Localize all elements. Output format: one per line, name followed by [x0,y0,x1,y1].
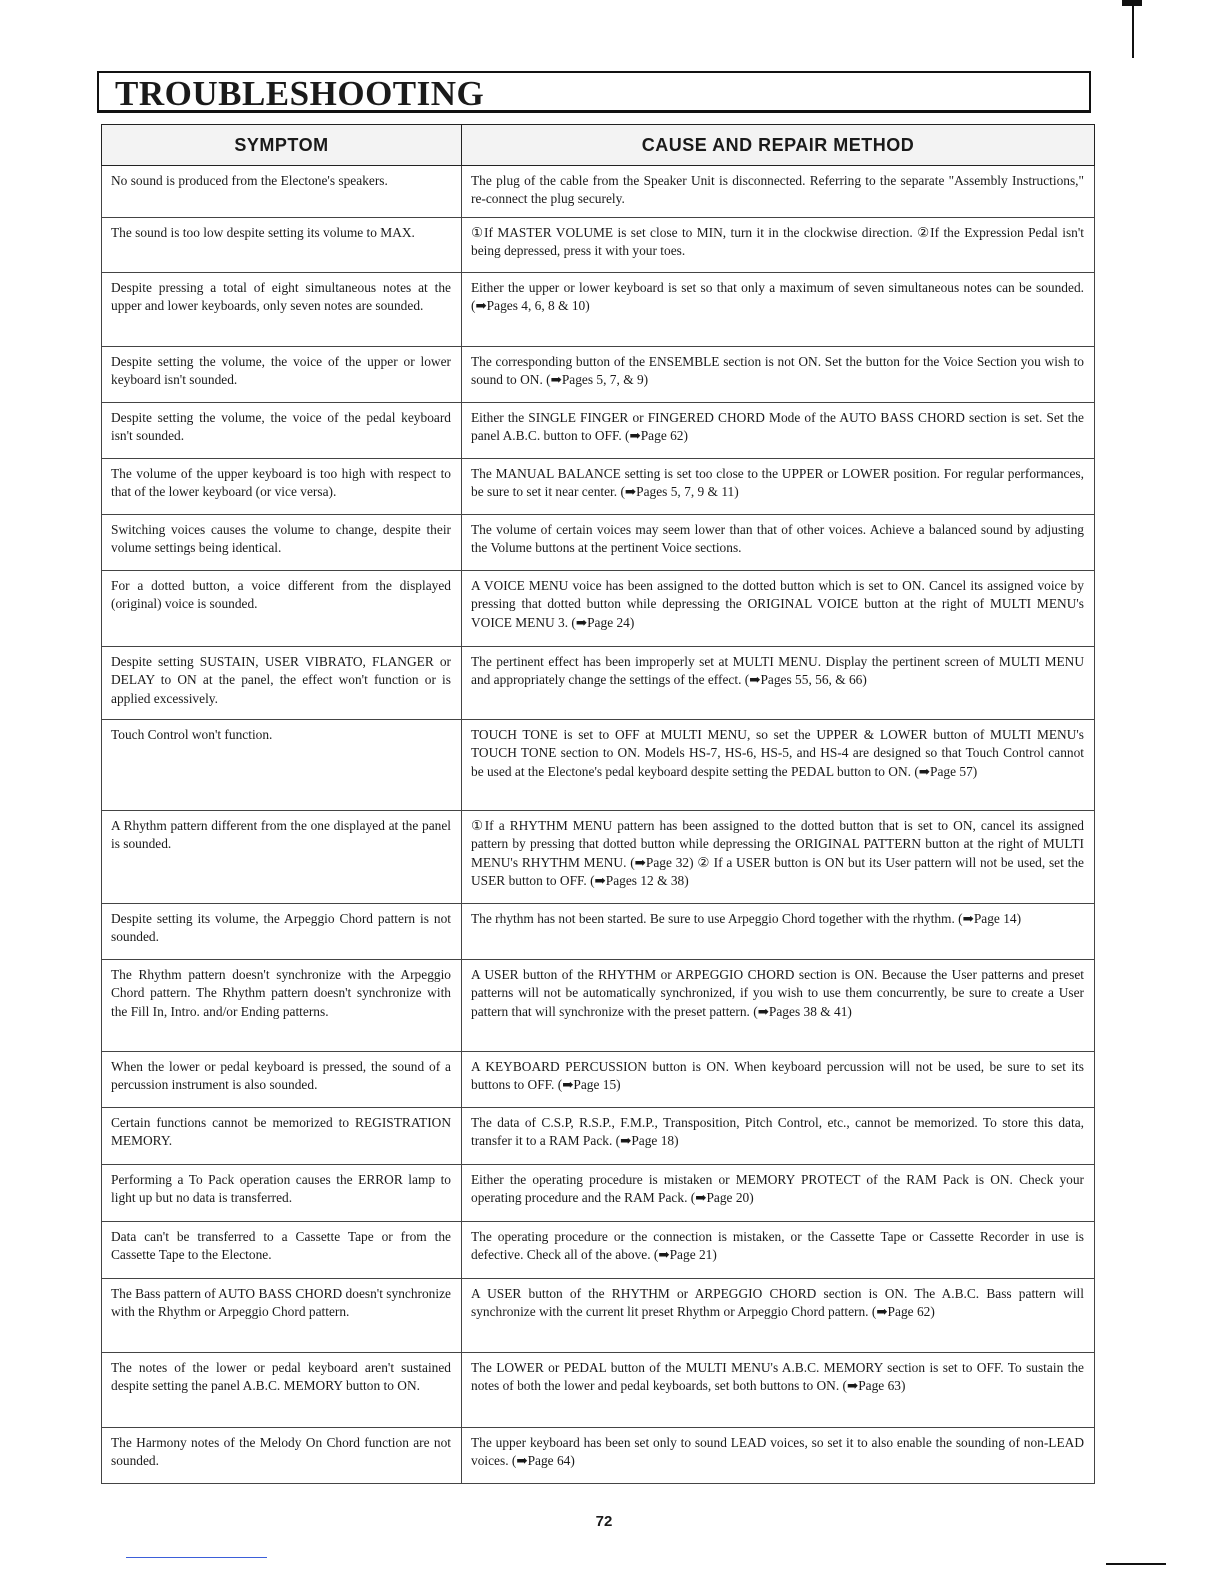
cause-cell: Either the SINGLE FINGER or FINGERED CHORD Mode of the AUTO BASS CHORD section is set. Set the panel A.B.C. button to OFF. (➡Page 62) [462,403,1095,459]
table-row [102,571,1095,647]
table-row [102,1052,1095,1108]
cause-cell: Either the operating procedure is mistaken or MEMORY PROTECT of the RAM Pack is ON. Check your operating procedure and the RAM Pack. (➡Page 20) [462,1165,1095,1222]
table-row [102,1108,1095,1165]
table-row [102,1222,1095,1279]
symptom-cell: Switching voices causes the volume to change, despite their volume settings being identical. [102,515,462,571]
table-row [102,459,1095,515]
symptom-cell: Touch Control won't function. [102,720,462,811]
symptom-cell: Certain functions cannot be memorized to REGISTRATION MEMORY. [102,1108,462,1165]
cause-cell: A VOICE MENU voice has been assigned to the dotted button which is set to ON. Cancel its assigned voice by pressing that dotted button while depressing the ORIGINAL VOICE button at the right of MULTI MENU's VOICE MENU 3. (➡Page 24) [462,571,1095,647]
cause-cell: Either the upper or lower keyboard is set so that only a maximum of seven simultaneous notes can be sounded. (➡Pages 4, 6, 8 & 10) [462,273,1095,347]
table-row [102,1428,1095,1484]
table-row [102,811,1095,904]
table-row [102,960,1095,1052]
table-row [102,647,1095,720]
symptom-cell: The sound is too low despite setting its volume to MAX. [102,218,462,273]
table-row [102,1279,1095,1353]
table-row [102,720,1095,811]
symptom-cell: A Rhythm pattern different from the one displayed at the panel is sounded. [102,811,462,904]
page-title: TROUBLESHOOTING [115,74,485,113]
cause-cell: The volume of certain voices may seem lower than that of other voices. Achieve a balanced sound by adjusting the Volume buttons at the pertinent Voice sections. [462,515,1095,571]
table-row [102,218,1095,273]
symptom-cell: Data can't be transferred to a Cassette Tape or from the Cassette Tape to the Electone. [102,1222,462,1279]
symptom-cell: The Harmony notes of the Melody On Chord function are not sounded. [102,1428,462,1484]
symptom-cell: Despite setting its volume, the Arpeggio Chord pattern is not sounded. [102,904,462,960]
table-row [102,347,1095,403]
cause-cell: The plug of the cable from the Speaker Unit is disconnected. Referring to the separate "Assembly Instructions," re-connect the plug securely. [462,166,1095,218]
symptom-cell: No sound is produced from the Electone's speakers. [102,166,462,218]
edge-mark [1106,1563,1166,1565]
symptom-cell: Despite setting the volume, the voice of the upper or lower keyboard isn't sounded. [102,347,462,403]
symptom-cell: The Rhythm pattern doesn't synchronize with the Arpeggio Chord pattern. The Rhythm pattern doesn't synchronize with the Fill In, Intro. and/or Ending patterns. [102,960,462,1052]
cause-cell: The corresponding button of the ENSEMBLE section is not ON. Set the button for the Voice Section you wish to sound to ON. (➡Pages 5, 7, & 9) [462,347,1095,403]
symptom-cell: Despite setting the volume, the voice of the pedal keyboard isn't sounded. [102,403,462,459]
bottom-rule [126,1557,267,1558]
symptom-cell: The notes of the lower or pedal keyboard aren't sustained despite setting the panel A.B.C. MEMORY button to ON. [102,1353,462,1428]
symptom-cell: For a dotted button, a voice different from the displayed (original) voice is sounded. [102,571,462,647]
table-row [102,904,1095,960]
table-row [102,515,1095,571]
table-row [102,1165,1095,1222]
symptom-cell: The volume of the upper keyboard is too high with respect to that of the lower keyboard (or vice versa). [102,459,462,515]
cause-cell: A USER button of the RHYTHM or ARPEGGIO CHORD section is ON. Because the User patterns and preset patterns will not be automatically synchronized, if you wish to use them concurrently, be sure to create a User pattern that will synchronize with the preset pattern. (➡Pages 38 & 41) [462,960,1095,1052]
cause-cell: The operating procedure or the connection is mistaken, or the Cassette Tape or Cassette Recorder in use is defective. Check all of the above. (➡Page 21) [462,1222,1095,1279]
symptom-cell: Despite setting SUSTAIN, USER VIBRATO, FLANGER or DELAY to ON at the panel, the effect won't function or is applied excessively. [102,647,462,720]
symptom-cell: Performing a To Pack operation causes the ERROR lamp to light up but no data is transferred. [102,1165,462,1222]
cause-cell: The upper keyboard has been set only to sound LEAD voices, so set it to also enable the sounding of non-LEAD voices. (➡Page 64) [462,1428,1095,1484]
table-header-row [102,125,1095,166]
cause-cell: ①If MASTER VOLUME is set close to MIN, turn it in the clockwise direction. ②If the Expression Pedal isn't being depressed, press it with your toes. [462,218,1095,273]
symptom-cell: Despite pressing a total of eight simultaneous notes at the upper and lower keyboards, only seven notes are sounded. [102,273,462,347]
cause-cell: The MANUAL BALANCE setting is set too close to the UPPER or LOWER position. For regular performances, be sure to set it near center. (➡Pages 5, 7, 9 & 11) [462,459,1095,515]
crop-mark-vertical [1132,0,1134,58]
troubleshooting-table [101,124,1095,1484]
page-number: 72 [595,1513,613,1530]
crop-mark-horizontal [1122,0,1142,6]
symptom-cell: The Bass pattern of AUTO BASS CHORD doesn't synchronize with the Rhythm or Arpeggio Chord pattern. [102,1279,462,1353]
table-row [102,403,1095,459]
symptom-header: SYMPTOM [102,125,462,166]
cause-cell: The LOWER or PEDAL button of the MULTI MENU's A.B.C. MEMORY section is set to OFF. To sustain the notes of both the lower and pedal keyboards, set both buttons to ON. (➡Page 63) [462,1353,1095,1428]
symptom-cell: When the lower or pedal keyboard is pressed, the sound of a percussion instrument is also sounded. [102,1052,462,1108]
cause-cell: TOUCH TONE is set to OFF at MULTI MENU, so set the UPPER & LOWER button of MULTI MENU's TOUCH TONE section to ON. Models HS-7, HS-6, HS-5, and HS-4 are designed so that Touch Control cannot be used at the Electone's pedal keyboard despite setting the PEDAL button to ON. (➡Page 57) [462,720,1095,811]
cause-cell: ①If a RHYTHM MENU pattern has been assigned to the dotted button that is set to ON, cancel its assigned pattern by pressing that dotted button while depressing the ORIGINAL PATTERN button at the right of MULTI MENU's RHYTHM MENU. (➡Page 32) ② If a USER button is ON but its User pattern will not be used, set the USER button to OFF. (➡Pages 12 & 38) [462,811,1095,904]
cause-cell: A KEYBOARD PERCUSSION button is ON. When keyboard percussion will not be used, be sure to set its buttons to OFF. (➡Page 15) [462,1052,1095,1108]
cause-cell: A USER button of the RHYTHM or ARPEGGIO CHORD section is ON. The A.B.C. Bass pattern will synchronize with the current lit preset Rhythm or Arpeggio Chord pattern. (➡Page 62) [462,1279,1095,1353]
cause-cell: The pertinent effect has been improperly set at MULTI MENU. Display the pertinent screen of MULTI MENU and appropriately change the settings of the effect. (➡Pages 55, 56, & 66) [462,647,1095,720]
cause-header: CAUSE AND REPAIR METHOD [462,125,1095,166]
table-row [102,1353,1095,1428]
table-row [102,273,1095,347]
cause-cell: The rhythm has not been started. Be sure to use Arpeggio Chord together with the rhythm. (➡Page 14) [462,904,1095,960]
table-row [102,166,1095,218]
cause-cell: The data of C.S.P, R.S.P., F.M.P., Transposition, Pitch Control, etc., cannot be memorized. To store this data, transfer it to a RAM Pack. (➡Page 18) [462,1108,1095,1165]
table-body [102,166,1095,1484]
page-title-box [97,71,1091,113]
